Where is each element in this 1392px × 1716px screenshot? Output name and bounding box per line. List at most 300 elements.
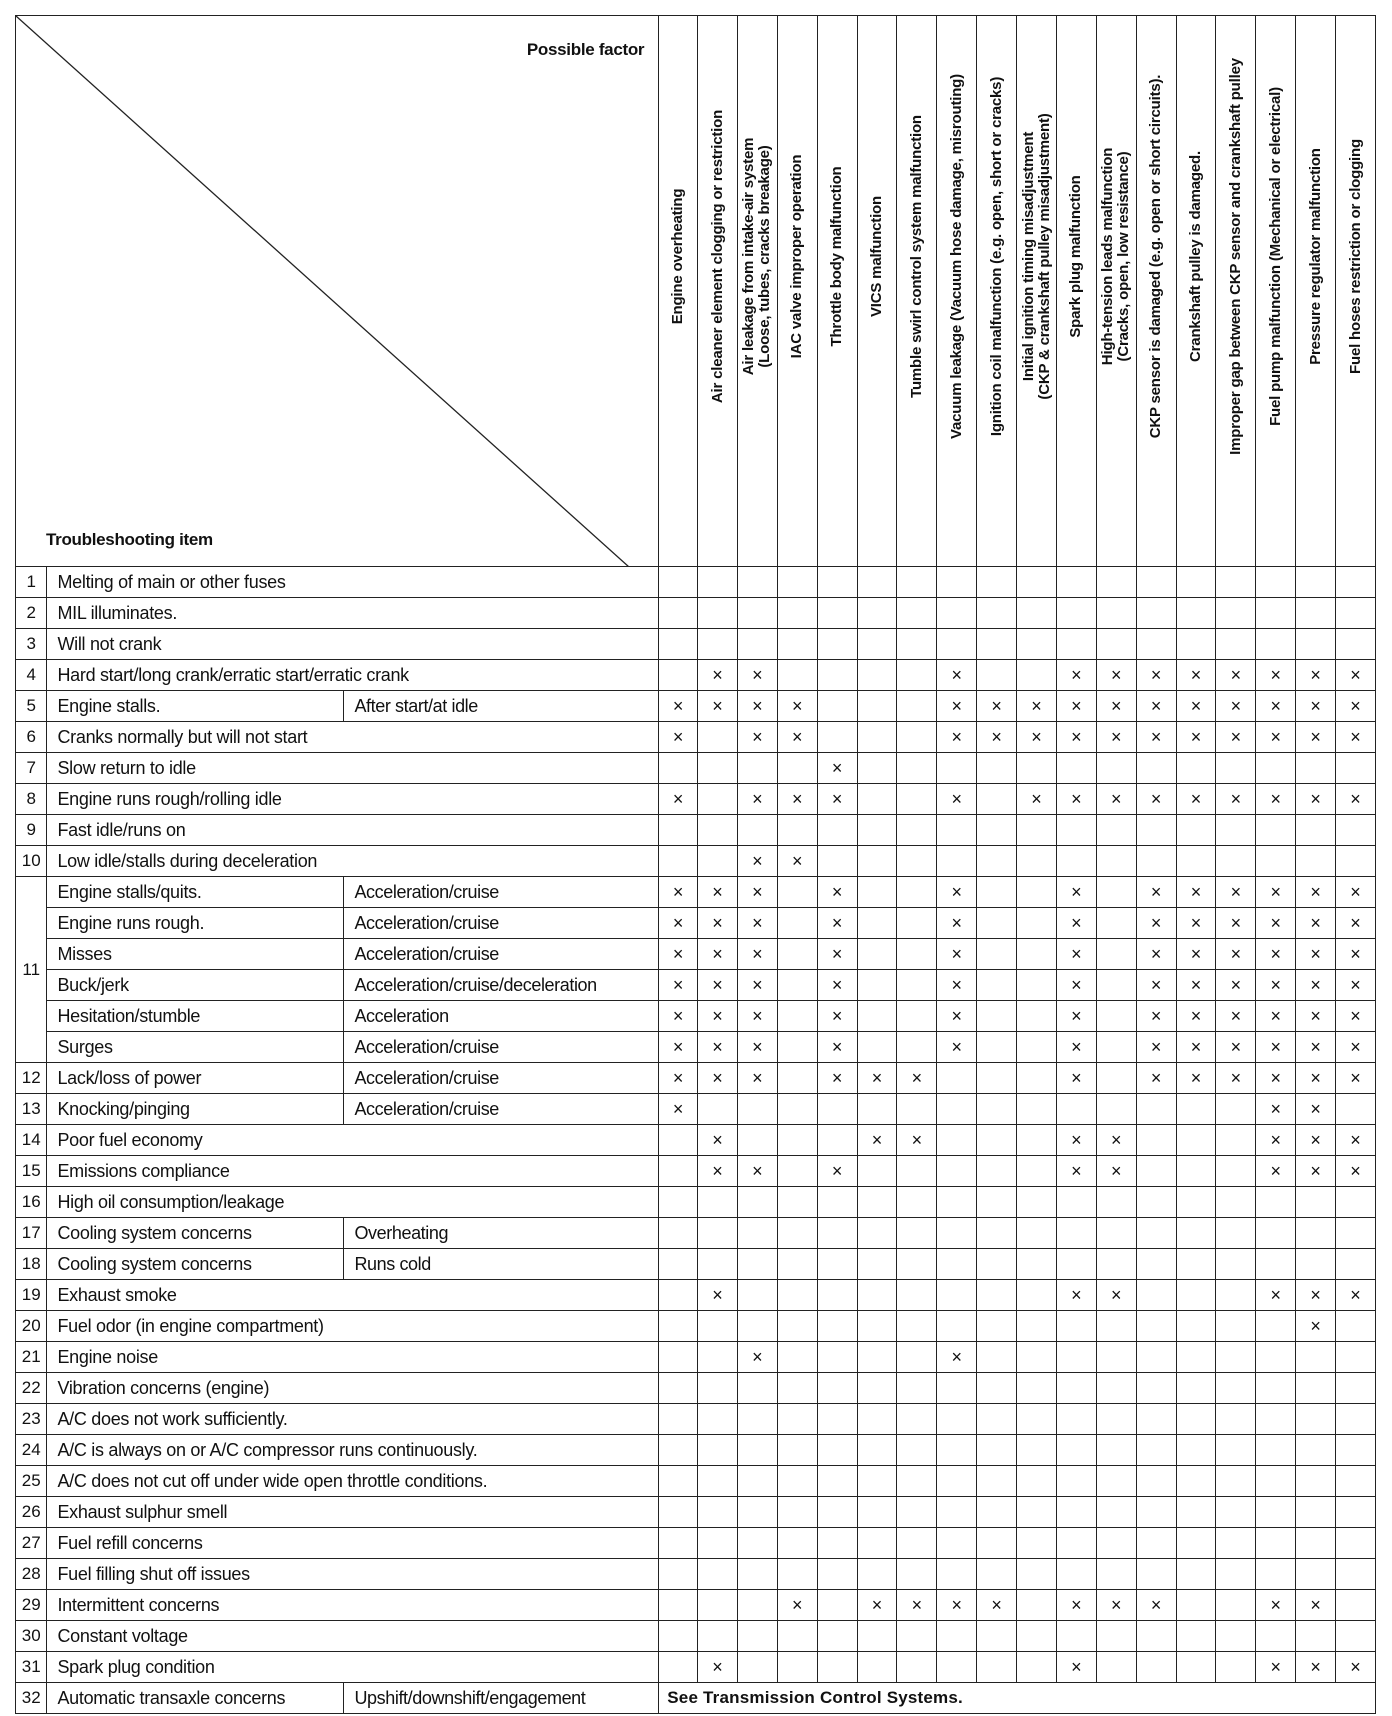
mark-cell <box>1336 846 1376 877</box>
mark-cell <box>659 1466 698 1497</box>
table-row <box>16 1342 1376 1373</box>
mark-cell: × <box>659 722 698 753</box>
mark-cell <box>857 1342 897 1373</box>
table-row <box>16 598 1376 629</box>
mark-cell <box>1256 815 1296 846</box>
mark-cell <box>777 815 817 846</box>
mark-cell: × <box>777 691 817 722</box>
troubleshooting-item: Surges <box>47 1032 344 1063</box>
mark-cell: × <box>937 939 977 970</box>
mark-cell: × <box>1136 1590 1176 1621</box>
mark-cell <box>1256 1559 1296 1590</box>
mark-cell <box>1176 1497 1216 1528</box>
factor-label-line: Initial ignition timing misadjustment <box>1019 131 1037 382</box>
mark-cell <box>977 629 1017 660</box>
mark-cell <box>1336 1559 1376 1590</box>
mark-cell: × <box>737 1063 777 1094</box>
mark-cell <box>777 1621 817 1652</box>
factor-label-line: Fuel hoses restriction or clogging <box>1346 139 1364 374</box>
row-number: 25 <box>16 1466 47 1497</box>
row-number: 18 <box>16 1249 47 1280</box>
mark-cell <box>817 691 857 722</box>
item-condition: Acceleration/cruise <box>344 1032 659 1063</box>
mark-cell <box>1096 1218 1136 1249</box>
mark-cell: × <box>777 784 817 815</box>
mark-cell <box>977 908 1017 939</box>
mark-cell: × <box>897 1590 937 1621</box>
mark-cell: × <box>737 1032 777 1063</box>
mark-cell <box>1136 846 1176 877</box>
mark-cell <box>1296 1497 1336 1528</box>
mark-cell <box>698 567 738 598</box>
factor-label <box>701 16 735 525</box>
mark-cell <box>1336 1621 1376 1652</box>
mark-cell: × <box>1296 660 1336 691</box>
mark-cell <box>777 1125 817 1156</box>
mark-cell <box>1017 1590 1057 1621</box>
mark-cell <box>698 753 738 784</box>
mark-cell: × <box>1056 970 1096 1001</box>
troubleshooting-item: Fast idle/runs on <box>47 815 659 846</box>
mark-cell: × <box>1096 660 1136 691</box>
row-number: 2 <box>16 598 47 629</box>
matrix-body <box>16 567 1376 1714</box>
mark-cell <box>977 939 1017 970</box>
mark-cell <box>698 1187 738 1218</box>
mark-cell <box>1136 1311 1176 1342</box>
mark-cell <box>1216 1621 1256 1652</box>
factor-label <box>1020 16 1054 525</box>
mark-cell <box>1336 1249 1376 1280</box>
mark-cell <box>977 1187 1017 1218</box>
mark-cell <box>1096 939 1136 970</box>
mark-cell <box>1056 1373 1096 1404</box>
mark-cell <box>1096 908 1136 939</box>
mark-cell: × <box>698 939 738 970</box>
mark-cell: × <box>1176 784 1216 815</box>
mark-cell <box>659 1621 698 1652</box>
mark-cell <box>817 1528 857 1559</box>
mark-cell <box>1216 598 1256 629</box>
mark-cell <box>817 1435 857 1466</box>
mark-cell: × <box>1056 1125 1096 1156</box>
mark-cell: × <box>1216 1063 1256 1094</box>
mark-cell <box>817 1559 857 1590</box>
mark-cell <box>659 567 698 598</box>
mark-cell <box>1056 1528 1096 1559</box>
mark-cell: × <box>1296 1001 1336 1032</box>
mark-cell <box>817 1404 857 1435</box>
mark-cell <box>1136 1652 1176 1683</box>
mark-cell <box>777 1063 817 1094</box>
mark-cell <box>1136 1342 1176 1373</box>
troubleshooting-item: Slow return to idle <box>47 753 659 784</box>
factor-header-16 <box>1256 16 1296 567</box>
table-row <box>16 1187 1376 1218</box>
mark-cell <box>817 660 857 691</box>
mark-cell <box>897 1311 937 1342</box>
mark-cell <box>1136 1404 1176 1435</box>
factor-header-7 <box>897 16 937 567</box>
mark-cell <box>817 1621 857 1652</box>
corner-cell <box>16 16 659 567</box>
mark-cell: × <box>1336 877 1376 908</box>
mark-cell: × <box>1176 1001 1216 1032</box>
mark-cell <box>857 846 897 877</box>
mark-cell <box>777 598 817 629</box>
table-row <box>16 784 1376 815</box>
mark-cell <box>737 1280 777 1311</box>
mark-cell <box>777 970 817 1001</box>
mark-cell <box>897 1435 937 1466</box>
mark-cell <box>1336 1218 1376 1249</box>
mark-cell <box>698 1590 738 1621</box>
mark-cell: × <box>777 722 817 753</box>
item-condition: Acceleration/cruise <box>344 908 659 939</box>
mark-cell <box>659 1528 698 1559</box>
mark-cell: × <box>1136 691 1176 722</box>
factor-header-12 <box>1096 16 1136 567</box>
mark-cell <box>857 598 897 629</box>
mark-cell <box>1056 629 1096 660</box>
mark-cell <box>698 815 738 846</box>
mark-cell: × <box>1216 1001 1256 1032</box>
factor-label-line: Throttle body malfunction <box>828 166 846 347</box>
factor-label-line: Ignition coil malfunction (e.g. open, short or cracks) <box>987 76 1005 437</box>
mark-cell <box>659 1497 698 1528</box>
mark-cell: × <box>1176 722 1216 753</box>
mark-cell <box>1136 753 1176 784</box>
mark-cell: × <box>1336 939 1376 970</box>
mark-cell <box>937 846 977 877</box>
mark-cell <box>659 1590 698 1621</box>
mark-cell: × <box>1256 1125 1296 1156</box>
mark-cell <box>1216 1590 1256 1621</box>
mark-cell: × <box>1216 1032 1256 1063</box>
mark-cell <box>897 1280 937 1311</box>
mark-cell: × <box>1176 660 1216 691</box>
mark-cell: × <box>737 970 777 1001</box>
mark-cell <box>1017 598 1057 629</box>
mark-cell <box>1056 1435 1096 1466</box>
troubleshooting-item: Buck/jerk <box>47 970 344 1001</box>
mark-cell <box>857 1528 897 1559</box>
mark-cell <box>1056 1311 1096 1342</box>
mark-cell <box>897 722 937 753</box>
mark-cell: × <box>1336 1280 1376 1311</box>
mark-cell: × <box>937 1001 977 1032</box>
mark-cell <box>857 1280 897 1311</box>
mark-cell <box>1017 753 1057 784</box>
mark-cell <box>937 753 977 784</box>
mark-cell <box>897 1001 937 1032</box>
mark-cell <box>1096 629 1136 660</box>
mark-cell <box>1296 1466 1336 1497</box>
row-number: 23 <box>16 1404 47 1435</box>
mark-cell <box>698 1094 738 1125</box>
mark-cell <box>1017 1125 1057 1156</box>
item-condition: Runs cold <box>344 1249 659 1280</box>
mark-cell: × <box>698 660 738 691</box>
mark-cell: × <box>1216 970 1256 1001</box>
table-row <box>16 1528 1376 1559</box>
mark-cell: × <box>937 1590 977 1621</box>
mark-cell <box>1096 1621 1136 1652</box>
mark-cell <box>1017 908 1057 939</box>
mark-cell <box>977 1559 1017 1590</box>
mark-cell: × <box>659 908 698 939</box>
mark-cell: × <box>1296 1590 1336 1621</box>
mark-cell <box>1096 598 1136 629</box>
mark-cell <box>857 1652 897 1683</box>
mark-cell: × <box>1056 1032 1096 1063</box>
mark-cell <box>897 660 937 691</box>
table-row <box>16 629 1376 660</box>
mark-cell: × <box>1296 1094 1336 1125</box>
mark-cell <box>977 1311 1017 1342</box>
possible-factor-label: Possible factor <box>526 40 645 59</box>
mark-cell: × <box>1256 1094 1296 1125</box>
factor-label-line: Spark plug malfunction <box>1067 175 1085 338</box>
mark-cell <box>857 1094 897 1125</box>
mark-cell <box>1017 1001 1057 1032</box>
mark-cell <box>737 1249 777 1280</box>
mark-cell: × <box>737 877 777 908</box>
row-number: 5 <box>16 691 47 722</box>
troubleshooting-item: Cooling system concerns <box>47 1218 344 1249</box>
mark-cell: × <box>659 1094 698 1125</box>
factor-header-4 <box>777 16 817 567</box>
factor-label-line: (CKP & crankshaft pulley misadjustment) <box>1035 113 1053 400</box>
mark-cell <box>1216 1311 1256 1342</box>
mark-cell: × <box>1056 691 1096 722</box>
mark-cell <box>897 1466 937 1497</box>
mark-cell <box>977 1063 1017 1094</box>
mark-cell: × <box>817 1032 857 1063</box>
mark-cell <box>777 1094 817 1125</box>
mark-cell <box>937 1652 977 1683</box>
factor-label-line: Improper gap between CKP sensor and crankshaft pulley <box>1226 58 1244 455</box>
mark-cell <box>1336 1435 1376 1466</box>
factor-label <box>1179 16 1213 525</box>
row-number: 19 <box>16 1280 47 1311</box>
mark-cell <box>659 660 698 691</box>
mark-cell <box>1176 1559 1216 1590</box>
mark-cell <box>698 1559 738 1590</box>
mark-cell: × <box>1176 1032 1216 1063</box>
row-number: 16 <box>16 1187 47 1218</box>
mark-cell <box>1017 815 1057 846</box>
mark-cell: × <box>1336 1652 1376 1683</box>
mark-cell <box>817 1249 857 1280</box>
mark-cell <box>1176 1590 1216 1621</box>
mark-cell: × <box>1056 784 1096 815</box>
mark-cell <box>857 1373 897 1404</box>
factor-label-line: Fuel pump malfunction (Mechanical or electrical) <box>1266 87 1284 426</box>
mark-cell: × <box>1176 691 1216 722</box>
table-row <box>16 1156 1376 1187</box>
factor-label-line: Air cleaner element clogging or restriction <box>708 109 726 404</box>
mark-cell: × <box>817 970 857 1001</box>
mark-cell: × <box>698 1063 738 1094</box>
mark-cell <box>1256 1187 1296 1218</box>
mark-cell <box>1296 1528 1336 1559</box>
mark-cell <box>937 815 977 846</box>
mark-cell: × <box>698 691 738 722</box>
mark-cell <box>1296 1404 1336 1435</box>
troubleshooting-item: Cooling system concerns <box>47 1249 344 1280</box>
mark-cell <box>1096 1094 1136 1125</box>
mark-cell: × <box>1336 660 1376 691</box>
mark-cell <box>1216 567 1256 598</box>
mark-cell <box>857 908 897 939</box>
mark-cell <box>659 1373 698 1404</box>
mark-cell <box>659 598 698 629</box>
mark-cell <box>977 1156 1017 1187</box>
mark-cell <box>897 815 937 846</box>
mark-cell: × <box>1216 784 1256 815</box>
mark-cell: × <box>817 1156 857 1187</box>
mark-cell: × <box>1056 1652 1096 1683</box>
factor-label-line: High-tension leads malfunction <box>1099 147 1117 366</box>
mark-cell <box>977 567 1017 598</box>
mark-cell: × <box>1136 1063 1176 1094</box>
mark-cell <box>1216 1187 1256 1218</box>
mark-cell <box>1336 753 1376 784</box>
mark-cell <box>1136 1497 1176 1528</box>
mark-cell: × <box>1296 877 1336 908</box>
mark-cell <box>1336 1373 1376 1404</box>
mark-cell <box>937 1404 977 1435</box>
mark-cell <box>659 1187 698 1218</box>
mark-cell: × <box>1096 691 1136 722</box>
mark-cell <box>1336 1404 1376 1435</box>
factor-header-8 <box>937 16 977 567</box>
mark-cell <box>1256 629 1296 660</box>
mark-cell <box>977 877 1017 908</box>
mark-cell <box>937 1466 977 1497</box>
mark-cell <box>1336 629 1376 660</box>
mark-cell <box>817 846 857 877</box>
mark-cell: × <box>937 1342 977 1373</box>
mark-cell: × <box>1017 784 1057 815</box>
mark-cell: × <box>1056 1280 1096 1311</box>
factor-label <box>1339 16 1373 525</box>
mark-cell <box>1216 1249 1256 1280</box>
mark-cell <box>1296 567 1336 598</box>
factor-header-10 <box>1017 16 1057 567</box>
mark-cell <box>1017 1621 1057 1652</box>
mark-cell <box>1216 629 1256 660</box>
mark-cell <box>937 1435 977 1466</box>
mark-cell <box>817 722 857 753</box>
mark-cell <box>937 1311 977 1342</box>
mark-cell <box>1336 1590 1376 1621</box>
mark-cell <box>659 1342 698 1373</box>
mark-cell <box>1296 815 1336 846</box>
mark-cell <box>1176 753 1216 784</box>
mark-cell <box>977 1032 1017 1063</box>
mark-cell <box>977 1404 1017 1435</box>
troubleshooting-item: High oil consumption/leakage <box>47 1187 659 1218</box>
mark-cell: × <box>1096 1125 1136 1156</box>
mark-cell: × <box>1296 1280 1336 1311</box>
mark-cell <box>1176 1342 1216 1373</box>
mark-cell <box>857 1435 897 1466</box>
mark-cell <box>1216 1528 1256 1559</box>
mark-cell: × <box>1176 877 1216 908</box>
mark-cell <box>937 1063 977 1094</box>
mark-cell: × <box>737 1342 777 1373</box>
mark-cell: × <box>777 1590 817 1621</box>
mark-cell <box>698 598 738 629</box>
table-row <box>16 908 1376 939</box>
mark-cell <box>897 846 937 877</box>
mark-cell <box>897 877 937 908</box>
mark-cell <box>977 1249 1017 1280</box>
factor-header-18 <box>1336 16 1376 567</box>
mark-cell <box>1216 1466 1256 1497</box>
factor-label-line: Vacuum leakage (Vacuum hose damage, misrouting) <box>947 74 965 439</box>
mark-cell <box>1017 1373 1057 1404</box>
table-row <box>16 1218 1376 1249</box>
row-number: 24 <box>16 1435 47 1466</box>
mark-cell <box>937 1187 977 1218</box>
mark-cell <box>937 1125 977 1156</box>
mark-cell: × <box>737 1156 777 1187</box>
factor-label <box>1139 16 1173 525</box>
mark-cell <box>777 1311 817 1342</box>
mark-cell <box>1216 1435 1256 1466</box>
mark-cell <box>698 1404 738 1435</box>
factor-label-line: (Loose, tubes, cracks breakage) <box>756 145 774 368</box>
mark-cell <box>698 1218 738 1249</box>
mark-cell <box>1017 629 1057 660</box>
mark-cell <box>1256 1342 1296 1373</box>
mark-cell <box>1136 1280 1176 1311</box>
row-number: 21 <box>16 1342 47 1373</box>
mark-cell <box>1296 629 1336 660</box>
mark-cell: × <box>1336 970 1376 1001</box>
mark-cell: × <box>1136 722 1176 753</box>
mark-cell <box>1017 1559 1057 1590</box>
mark-cell <box>698 1466 738 1497</box>
mark-cell <box>937 1280 977 1311</box>
mark-cell: × <box>659 1001 698 1032</box>
mark-cell <box>1017 1652 1057 1683</box>
mark-cell <box>1096 1373 1136 1404</box>
mark-cell <box>777 1652 817 1683</box>
factor-label-line: VICS malfunction <box>868 196 885 317</box>
table-row <box>16 939 1376 970</box>
mark-cell: × <box>1136 784 1176 815</box>
mark-cell <box>1136 1249 1176 1280</box>
mark-cell <box>698 722 738 753</box>
mark-cell: × <box>1216 877 1256 908</box>
mark-cell <box>777 908 817 939</box>
table-row <box>16 567 1376 598</box>
mark-cell <box>817 1187 857 1218</box>
mark-cell <box>1136 598 1176 629</box>
mark-cell <box>817 1652 857 1683</box>
mark-cell: × <box>937 1032 977 1063</box>
mark-cell <box>1256 1218 1296 1249</box>
mark-cell <box>937 1559 977 1590</box>
mark-cell <box>817 1590 857 1621</box>
item-condition: Overheating <box>344 1218 659 1249</box>
mark-cell: × <box>857 1590 897 1621</box>
mark-cell <box>1056 753 1096 784</box>
